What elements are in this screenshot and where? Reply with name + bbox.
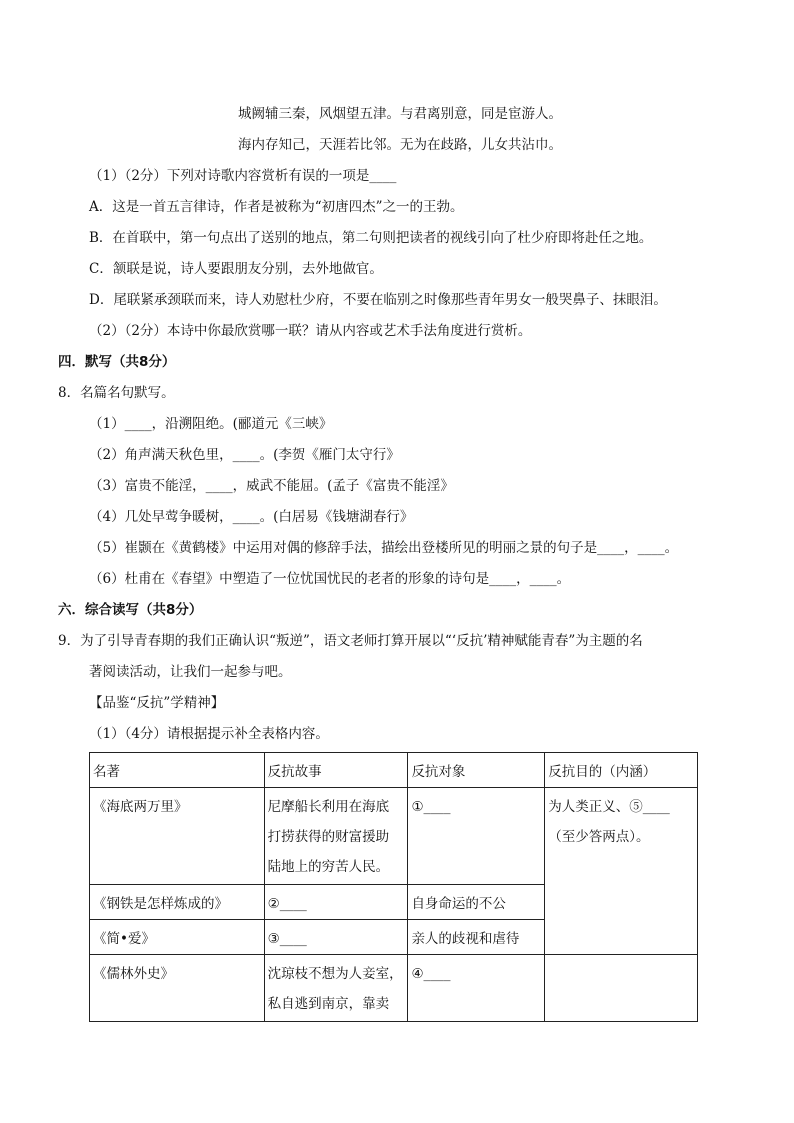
q8-item-1: （1）____，沿溯阻绝。(郦道元《三峡》 [89,416,333,432]
story-line: 陆地上的穷苦人民。 [267,859,390,875]
poem-line-1: 城阙辅三秦，风烟望五津。与君离别意，同是宦游人。 [238,106,562,122]
purpose-cell-empty [545,955,698,1022]
section4-heading: 四．默写（共8分） [58,354,176,370]
q7-option-c: C．颔联是说，诗人要跟朋友分别，去外地做官。 [89,261,383,277]
q8-item-3: （3）富贵不能淫，____，威武不能屈。(孟子《富贵不能淫》 [89,478,454,494]
book-cell: 《钢铁是怎样炼成的》 [90,885,265,920]
works-table [89,752,698,1022]
book-cell: 《儒林外史》 [90,955,265,1022]
table-row [90,955,698,1022]
purpose-cell [545,788,698,955]
table-header-cell: 反抗对象 [408,753,545,788]
q9-line-1: 9．为了引导青春期的我们正确认识“叛逆”，语文老师打算开展以“‘反抗’精神赋能青春”为主题的名 [58,633,643,649]
story-line: 沈琼枝不想为人妾室， [267,966,403,982]
q9-sub1: （1）（4分）请根据提示补全表格内容。 [89,726,329,742]
q8-item-2: （2）角声满天秋色里，____。(李贺《雁门太守行》 [89,447,400,463]
story-line: ③____ [267,931,307,947]
target-cell: ①____ [408,788,545,885]
book-cell: 《简•爱》 [90,920,265,955]
target-cell: 自身命运的不公 [408,885,545,920]
target-cell: ④____ [408,955,545,1022]
story-cell [264,955,408,1022]
q8-item-4: （4）几处早莺争暖树，____。(白居易《钱塘湖春行》 [89,509,414,525]
table-header-cell: 名著 [90,753,265,788]
q7-option-a: A．这是一首五言律诗，作者是被称为“初唐四杰”之一的王勃。 [89,199,464,215]
q7-option-d: D．尾联紧承颈联而来，诗人劝慰杜少府，不要在临别之时像那些青年男女一般哭鼻子、抹眼泪。 [89,292,667,308]
q9-line-2: 著阅读活动，让我们一起参与吧。 [89,664,292,680]
purpose-line: （至少答两点）。 [548,829,650,845]
story-cell [264,788,408,885]
story-line: 私自逃到南京，靠卖 [267,996,390,1012]
target-cell: 亲人的歧视和虐待 [408,920,545,955]
book-cell: 《海底两万里》 [90,788,265,885]
table-header-cell: 反抗目的（内涵） [545,753,698,788]
q7-sub1: （1）（2分）下列对诗歌内容赏析有误的一项是____ [89,168,397,184]
story-line: 打捞获得的财富援助 [267,829,390,845]
q7-option-b: B．在首联中，第一句点出了送别的地点，第二句则把读者的视线引向了杜少府即将赴任之地。 [89,230,653,246]
story-line: ②____ [267,896,307,912]
q7-sub2: （2）（2分）本诗中你最欣赏哪一联？请从内容或艺术手法角度进行赏析。 [89,323,532,339]
table-header-row [90,753,698,788]
purpose-line: 为人类正义、⑤____ [548,799,670,815]
q9-sub-heading: 【品鉴“反抗”学精神】 [89,695,225,711]
section6-heading: 六．综合读写（共8分） [58,602,203,618]
poem-line-2: 海内存知己，天涯若比邻。无为在歧路，儿女共沾巾。 [238,137,562,153]
table-row [90,788,698,885]
table-header-cell: 反抗故事 [264,753,408,788]
q8-item-6: （6）杜甫在《春望》中塑造了一位忧国忧民的老者的形象的诗句是____，____。 [89,571,571,587]
story-line: 尼摩船长利用在海底 [267,799,390,815]
q8-title: 8．名篇名句默写。 [58,385,175,401]
story-cell [264,885,408,920]
story-cell [264,920,408,955]
q8-item-5: （5）崔颢在《黄鹤楼》中运用对偶的修辞手法，描绘出登楼所见的明丽之景的句子是____，____。 [89,540,679,556]
